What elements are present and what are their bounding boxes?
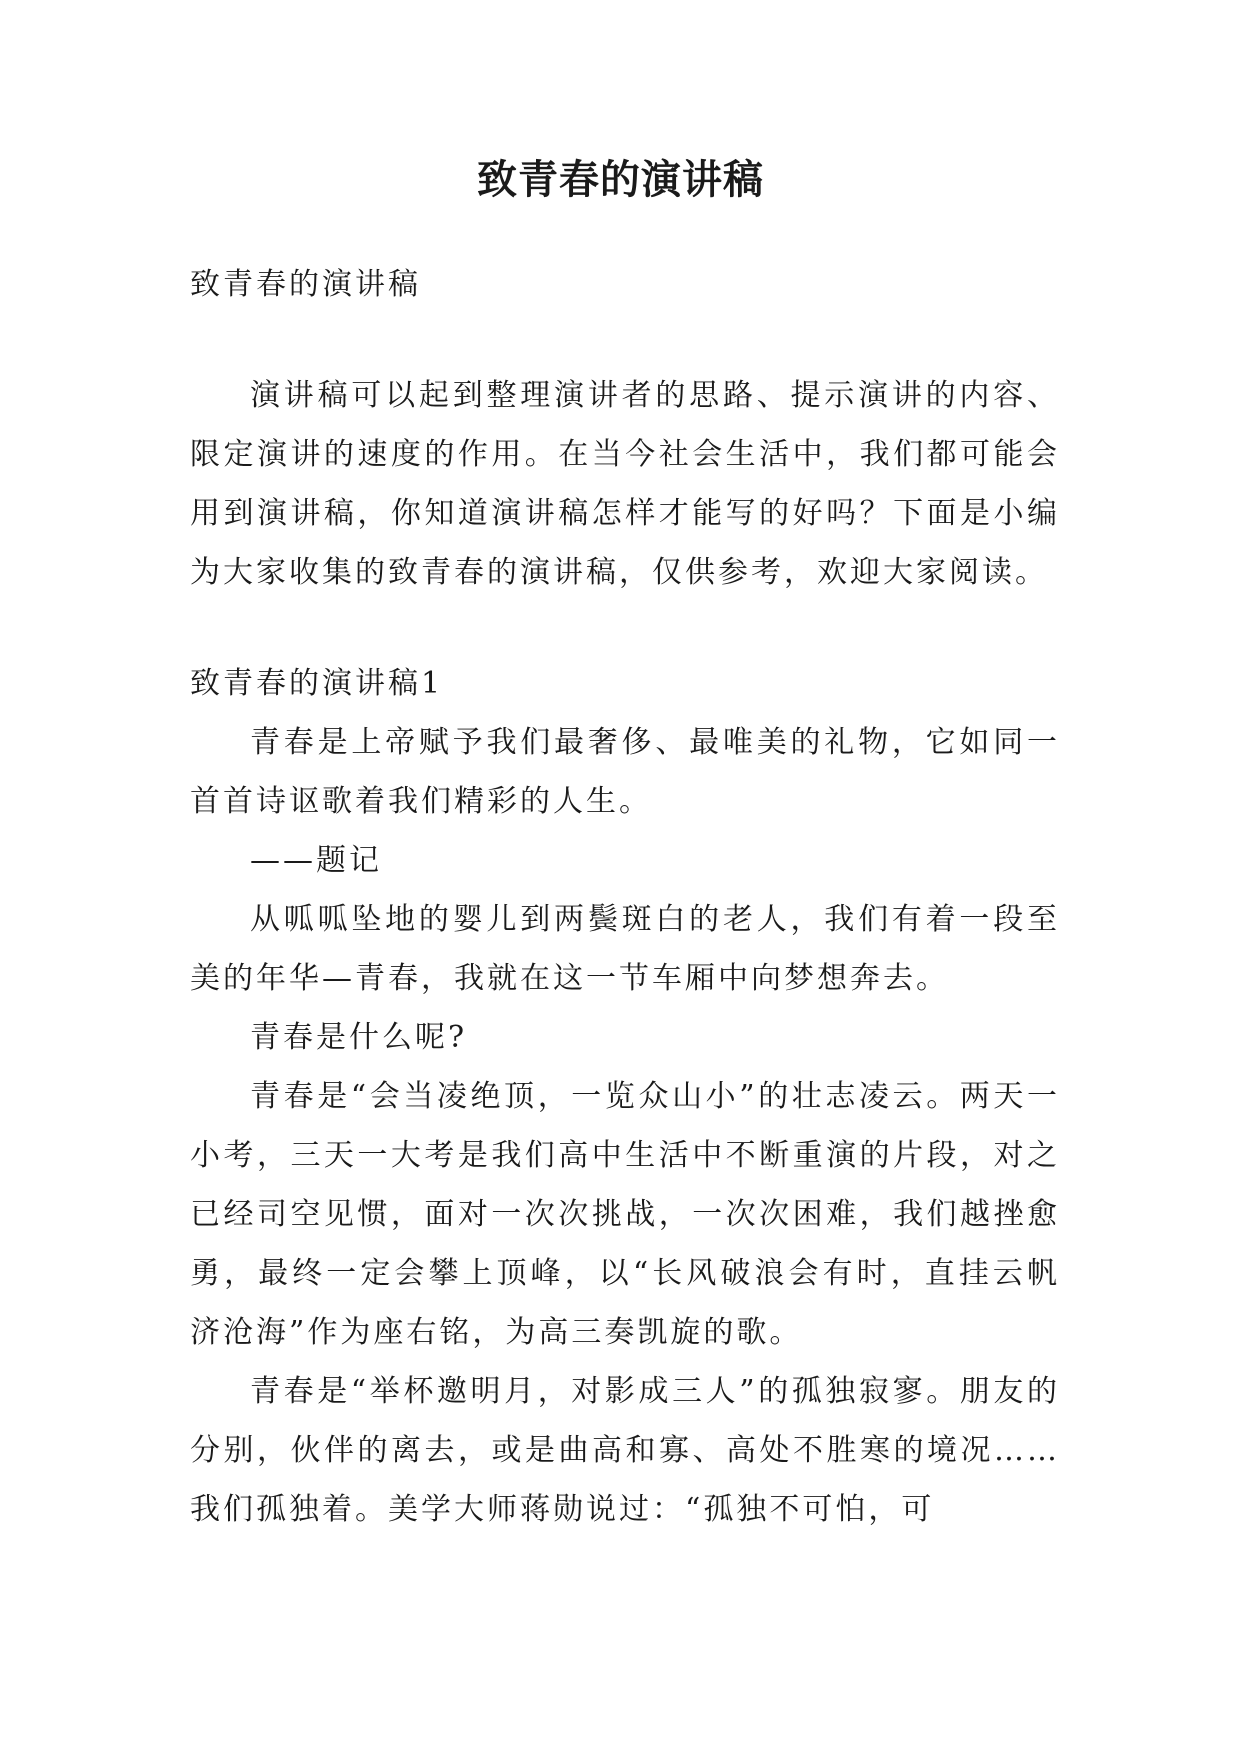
document-title: 致青春的演讲稿 <box>477 156 764 203</box>
paragraph-1: 青春是上帝赋予我们最奢侈、最唯美的礼物，它如同一首首诗讴歌着我们精彩的人生。 <box>190 725 1060 819</box>
intro-paragraph: 演讲稿可以起到整理演讲者的思路、提示演讲的内容、限定演讲的速度的作用。在当今社会生活中，我们都可能会用到演讲稿，你知道演讲稿怎样才能写的好吗？下面是小编为大家收集的致青春的演讲稿，仅供参考，欢迎大家阅读。 <box>190 378 1060 590</box>
section-heading: 致青春的演讲稿1 <box>190 666 444 701</box>
paragraph-5: 青春是“举杯邀明月，对影成三人”的孤独寂寥。朋友的分别，伙伴的离去，或是曲高和寡、高处不胜寒的境况……我们孤独着。美学大师蒋勋说过：“孤独不可怕，可 <box>190 1374 1060 1527</box>
document-subtitle: 致青春的演讲稿 <box>190 267 421 302</box>
paragraph-3: 青春是什么呢? <box>250 1020 468 1055</box>
paragraph-2: 从呱呱坠地的婴儿到两鬓斑白的老人，我们有着一段至美的年华—青春，我就在这一节车厢中向梦想奔去。 <box>190 902 1060 996</box>
spacer <box>190 602 1060 654</box>
paragraph-epigraph-credit: ——题记 <box>250 843 382 878</box>
document-body <box>190 255 1060 1539</box>
spacer <box>190 314 1060 366</box>
paragraph-4: 青春是“会当凌绝顶，一览众山小”的壮志凌云。两天一小考，三天一大考是我们高中生活中不断重演的片段，对之已经司空见惯，面对一次次挑战，一次次困难，我们越挫愈勇，最终一定会攀上顶峰，以“长风破浪会有时，直挂云帆济沧海”作为座右铭，为高三奏凯旋的歌。 <box>190 1079 1060 1350</box>
